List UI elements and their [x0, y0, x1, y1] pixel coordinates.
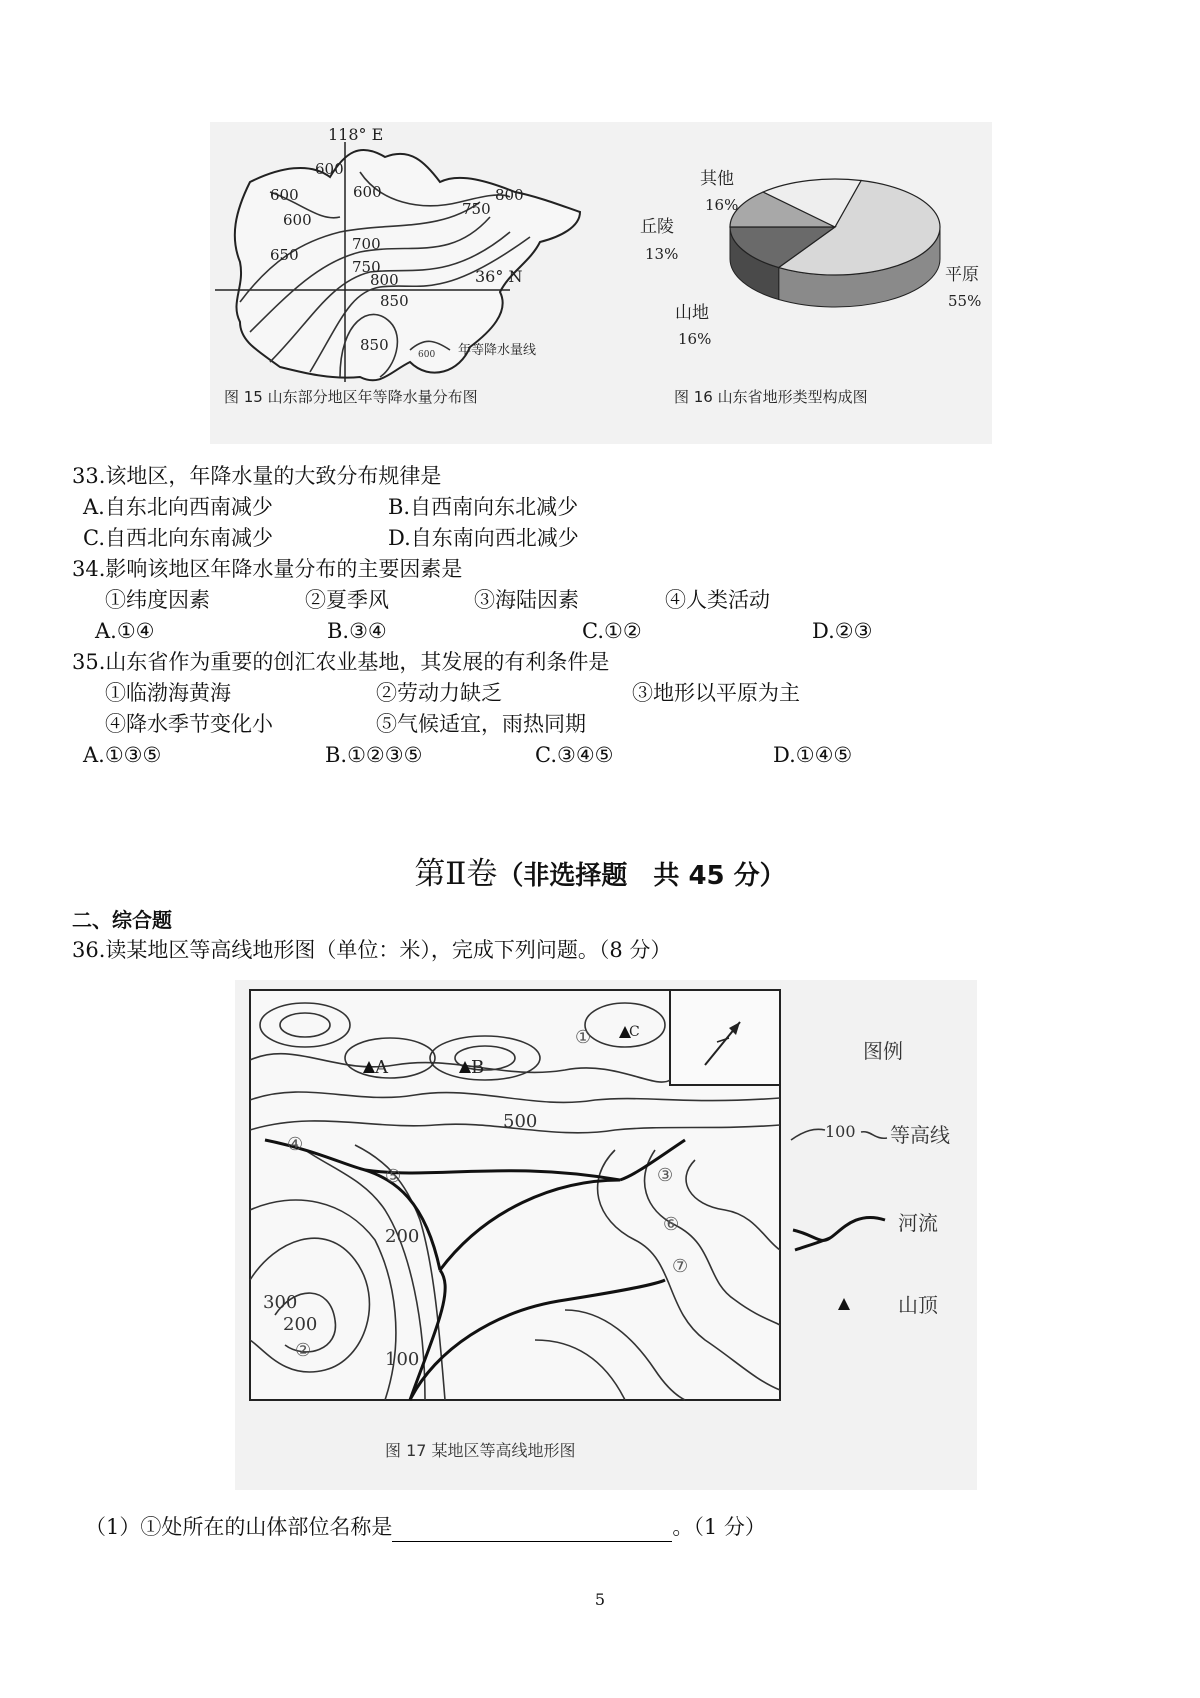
- isohyet-label: 850: [360, 336, 389, 354]
- legend-contour-value: 100: [825, 1122, 856, 1141]
- q35-option-a: A.①③⑤: [83, 743, 162, 767]
- isohyet-label: 600: [270, 186, 299, 204]
- point-5-label: ⑤: [385, 1166, 402, 1187]
- elevation-200-label: 200: [283, 1314, 318, 1335]
- isohyet-label: 600: [283, 211, 312, 229]
- q36-sub-1: [85, 1512, 766, 1542]
- point-2-label: ②: [295, 1340, 312, 1361]
- part-2-subtitle: （非选择题 共 45 分）: [497, 861, 786, 891]
- isohyet-label: 600: [315, 160, 344, 178]
- peak-a-label: A: [375, 1057, 388, 1078]
- figure-16-pie-chart: [630, 122, 992, 442]
- elevation-100-label: 100: [385, 1349, 420, 1370]
- point-7-label: ⑦: [672, 1256, 689, 1277]
- part-2-title: 第Ⅱ卷: [414, 856, 498, 892]
- q34-option-d: D.②③: [812, 619, 873, 643]
- isohyet-label: 700: [352, 235, 381, 253]
- pie-label-hill-pct: 13%: [645, 245, 679, 263]
- figure-15-map: [210, 122, 630, 442]
- isohyet-label: 600: [353, 183, 382, 201]
- legend-isohyet-text: 年等降水量线: [458, 343, 537, 358]
- legend-title: 图例: [863, 1039, 903, 1063]
- pie-label-mountain-name: 山地: [675, 303, 709, 323]
- isohyet-label: 650: [270, 246, 299, 264]
- elevation-500-label: 500: [503, 1111, 538, 1132]
- part-2-heading: [0, 848, 1200, 893]
- elevation-200-label: 200: [385, 1226, 420, 1247]
- page-number: 5: [594, 1590, 606, 1609]
- q35-option-d: D.①④⑤: [773, 743, 853, 767]
- pie-label-other-name: 其他: [700, 169, 734, 189]
- q35-condition-4: ④降水季节变化小: [105, 712, 273, 736]
- q34-option-a: A.①④: [95, 619, 155, 643]
- q36-stem: 36.读某地区等高线地形图（单位：米），完成下列问题。（8 分）: [72, 938, 672, 962]
- isohyet-label: 800: [370, 271, 399, 289]
- q35-condition-3: ③地形以平原为主: [632, 681, 800, 705]
- legend-isohyet-value: 600: [418, 350, 436, 360]
- q36-sub-1-prefix: （1）①处所在的山体部位名称是: [85, 1515, 393, 1539]
- q34-factor-4: ④人类活动: [665, 588, 770, 612]
- legend-contour-text: 等高线: [890, 1123, 950, 1147]
- pie-slices: [730, 179, 940, 307]
- q36-sub-1-suffix: 。（1 分）: [672, 1515, 766, 1539]
- legend-river-text: 河流: [898, 1211, 938, 1235]
- q35-condition-5: ⑤气候适宜，雨热同期: [376, 712, 586, 736]
- isohyet-label: 800: [495, 186, 524, 204]
- q33-option-d: D.自东南向西北减少: [388, 526, 579, 550]
- pie-label-other-pct: 16%: [705, 196, 739, 214]
- point-3-label: ③: [657, 1165, 674, 1186]
- section-heading: 二、综合题: [72, 908, 172, 932]
- figure-15-caption: 图 15 山东部分地区年等降水量分布图: [224, 388, 478, 406]
- q34-factor-3: ③海陆因素: [474, 588, 579, 612]
- pie-label-plain-pct: 55%: [948, 292, 982, 310]
- isohyet-label: 750: [352, 258, 381, 276]
- figure-17-caption: 图 17 某地区等高线地形图: [385, 1441, 576, 1460]
- elevation-300-label: 300: [263, 1292, 298, 1313]
- pie-label-plain-name: 平原: [945, 265, 979, 285]
- q35-option-b: B.①②③⑤: [325, 743, 423, 767]
- latitude-label: 36° N: [475, 267, 523, 286]
- point-4-label: ④: [287, 1134, 304, 1155]
- peak-b-label: B: [471, 1057, 485, 1078]
- point-6-label: ⑥: [663, 1214, 680, 1235]
- q36-sub-1-answer-blank[interactable]: [392, 1521, 672, 1542]
- q35-condition-2: ②劳动力缺乏: [376, 681, 502, 705]
- pie-label-hill-name: 丘陵: [640, 217, 674, 237]
- q34-factor-2: ②夏季风: [305, 588, 389, 612]
- q33-option-c: C.自西北向东南减少: [83, 526, 273, 550]
- q35-stem: 35.山东省作为重要的创汇农业基地，其发展的有利条件是: [72, 650, 610, 674]
- q33-option-a: A.自东北向西南减少: [83, 495, 273, 519]
- peak-c-label: C: [629, 1024, 640, 1040]
- q33-option-b: B.自西南向东北减少: [388, 495, 579, 519]
- pie-label-mountain-pct: 16%: [678, 330, 712, 348]
- point-1-label: ①: [575, 1027, 592, 1048]
- q35-option-c: C.③④⑤: [535, 743, 614, 767]
- legend-contour-icon: [791, 1129, 825, 1140]
- figure-16-caption: 图 16 山东省地形类型构成图: [674, 388, 868, 406]
- north-arrow-box: [670, 990, 780, 1085]
- legend-peak-text: 山顶: [898, 1293, 938, 1317]
- q35-condition-1: ①临渤海黄海: [105, 681, 231, 705]
- q34-option-b: B.③④: [327, 619, 387, 643]
- longitude-label: 118° E: [328, 125, 384, 144]
- legend-peak-icon: [838, 1298, 850, 1310]
- q33-stem: 33.该地区，年降水量的大致分布规律是: [72, 464, 442, 488]
- q34-factor-1: ①纬度因素: [105, 588, 210, 612]
- q34-option-c: C.①②: [582, 619, 642, 643]
- isohyet-label: 850: [380, 292, 409, 310]
- legend-river-icon: [793, 1217, 885, 1240]
- isohyet-label: 750: [462, 200, 491, 218]
- q34-stem: 34.影响该地区年降水量分布的主要因素是: [72, 557, 463, 581]
- figure-17-contour-map: [235, 980, 977, 1490]
